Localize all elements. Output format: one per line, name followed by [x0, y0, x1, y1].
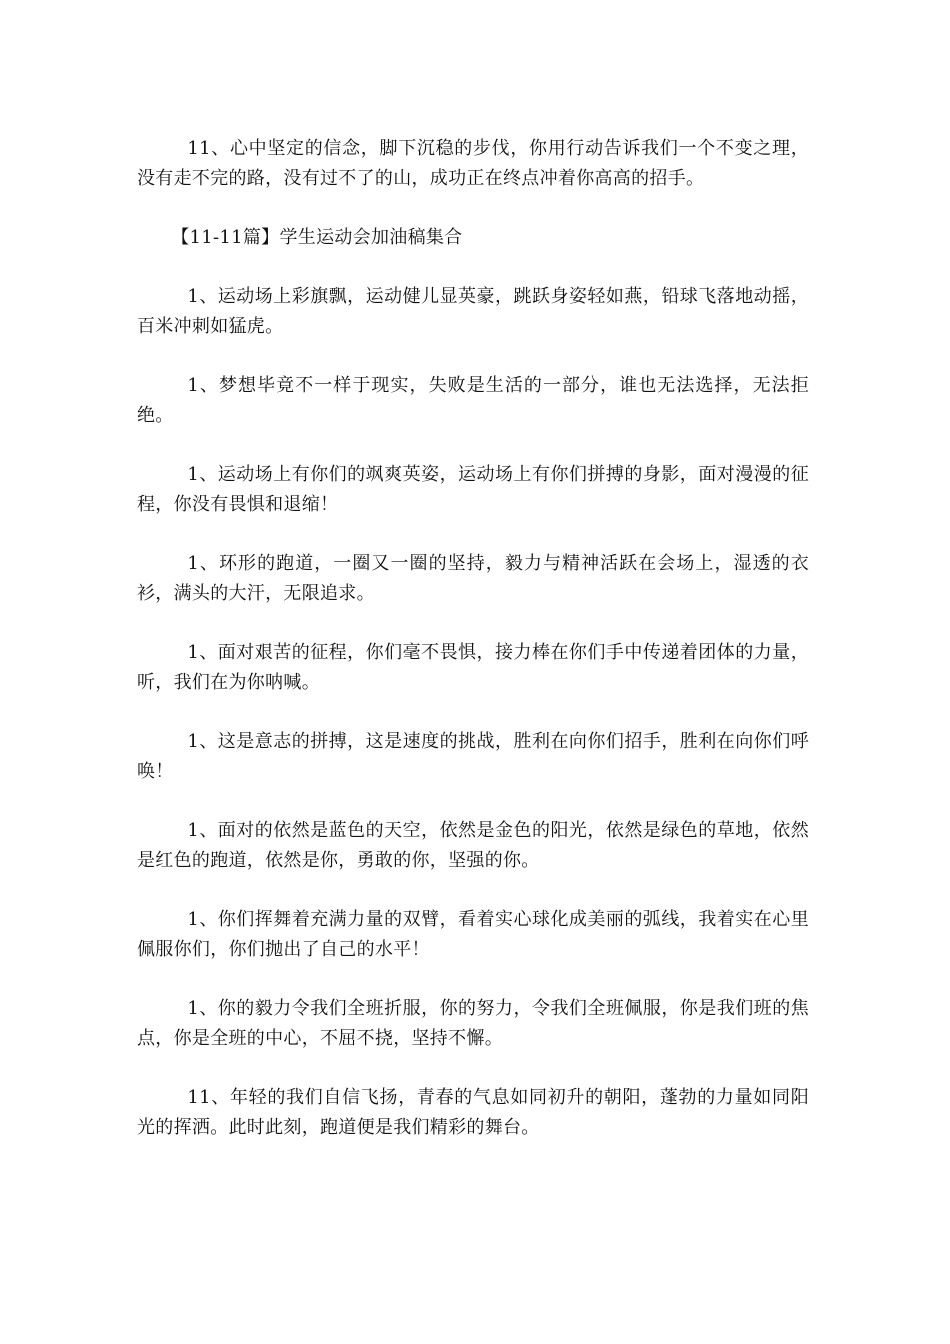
cheer-paragraph: 1、你们挥舞着充满力量的双臂，看着实心球化成美丽的弧线，我着实在心里佩服你们，你们抛出了自己的水平！	[137, 909, 809, 960]
cheer-paragraph: 1、环形的跑道，一圈又一圈的坚持，毅力与精神活跃在会场上，湿透的衣衫，满头的大汗，无限追求。	[137, 553, 809, 604]
cheer-paragraph: 1、你的毅力令我们全班折服，你的努力，令我们全班佩服，你是我们班的焦点，你是全班的中心，不屈不挠，坚持不懈。	[137, 998, 809, 1049]
cheer-paragraph: 1、运动场上有你们的飒爽英姿，运动场上有你们拼搏的身影，面对漫漫的征程，你没有畏惧和退缩！	[137, 464, 809, 515]
cheer-paragraph: 1、这是意志的拼搏，这是速度的挑战，胜利在向你们招手，胜利在向你们呼唤！	[137, 731, 809, 782]
intro-paragraph: 11、心中坚定的信念，脚下沉稳的步伐，你用行动告诉我们一个不变之理，没有走不完的路，没有过不了的山，成功正在终点冲着你高高的招手。	[137, 138, 809, 189]
cheer-paragraph: 1、运动场上彩旗飘，运动健儿显英豪，跳跃身姿轻如燕，铅球飞落地动摇，百米冲刺如猛虎。	[137, 286, 809, 337]
cheer-paragraph: 1、面对的依然是蓝色的天空，依然是金色的阳光，依然是绿色的草地，依然是红色的跑道，依然是你，勇敢的你，坚强的你。	[137, 820, 809, 871]
cheer-paragraph: 1、面对艰苦的征程，你们毫不畏惧，接力棒在你们手中传递着团体的力量，听，我们在为你呐喊。	[137, 642, 809, 693]
cheer-paragraph: 1、梦想毕竟不一样于现实，失败是生活的一部分，谁也无法选择，无法拒绝。	[137, 375, 809, 426]
section-heading: 【11-11篇】学生运动会加油稿集合	[171, 227, 463, 248]
cheer-paragraph: 11、年轻的我们自信飞扬，青春的气息如同初升的朝阳，蓬勃的力量如同阳光的挥洒。此时此刻，跑道便是我们精彩的舞台。	[137, 1087, 809, 1138]
document-body	[137, 134, 809, 1172]
